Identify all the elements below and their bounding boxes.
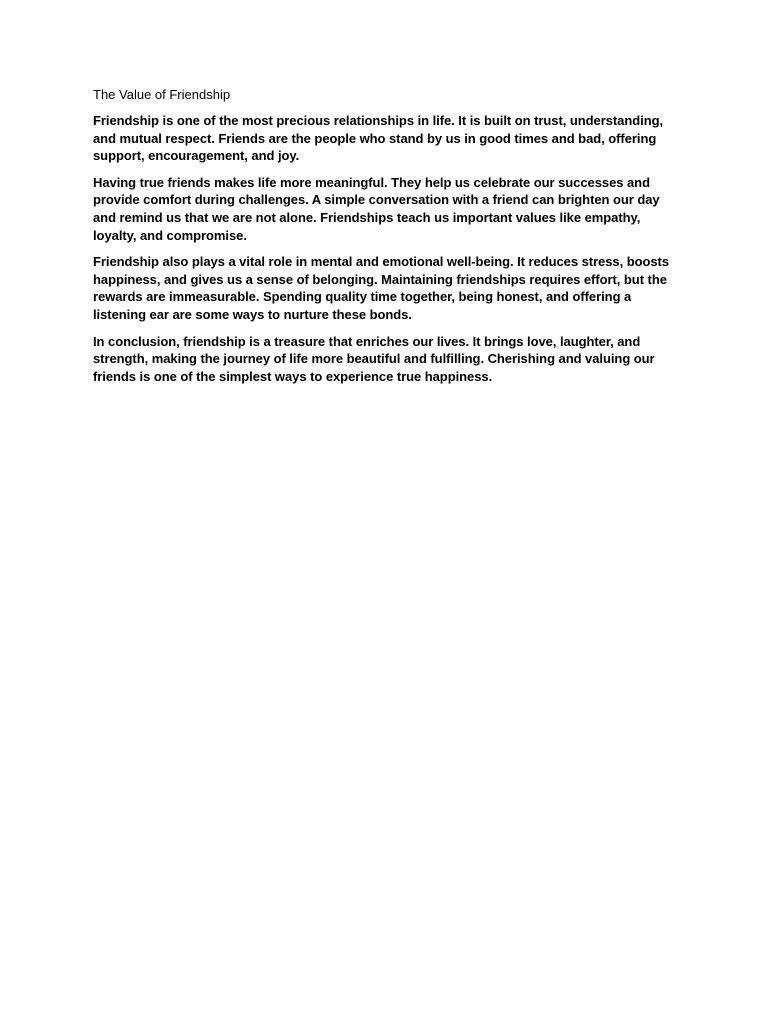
paragraph-conclusion: In conclusion, friendship is a treasure that enriches our lives. It brings love, laughter, and strength, making the journey of life more beautiful and fulfilling. Cherishing and valuing our friends is one of the simplest ways to experience true happiness. <box>93 333 655 384</box>
paragraph-meaning: Having true friends makes life more meaningful. They help us celebrate our successes and provide comfort during challenges. A simple conversation with a friend can brighten our day and remind us that we are not alone. Friendships teach us important values like empathy, loyalty, and compromise. <box>93 174 660 243</box>
paragraph-wellbeing: Friendship also plays a vital role in mental and emotional well-being. It reduces stress, boosts happiness, and gives us a sense of belonging. Maintaining friendships requires effort, but the rewards are immeasurable. Spending quality time together, being honest, and offering a listening ear are some ways to nurture these bonds. <box>93 254 670 322</box>
document-body <box>93 86 679 394</box>
document-title: The Value of Friendship <box>93 87 231 102</box>
paragraph-introduction: Friendship is one of the most precious relationships in life. It is built on trust, understanding, and mutual respect. Friends are the people who stand by us in good times and bad, offering support, encouragement, and joy. <box>93 113 664 164</box>
